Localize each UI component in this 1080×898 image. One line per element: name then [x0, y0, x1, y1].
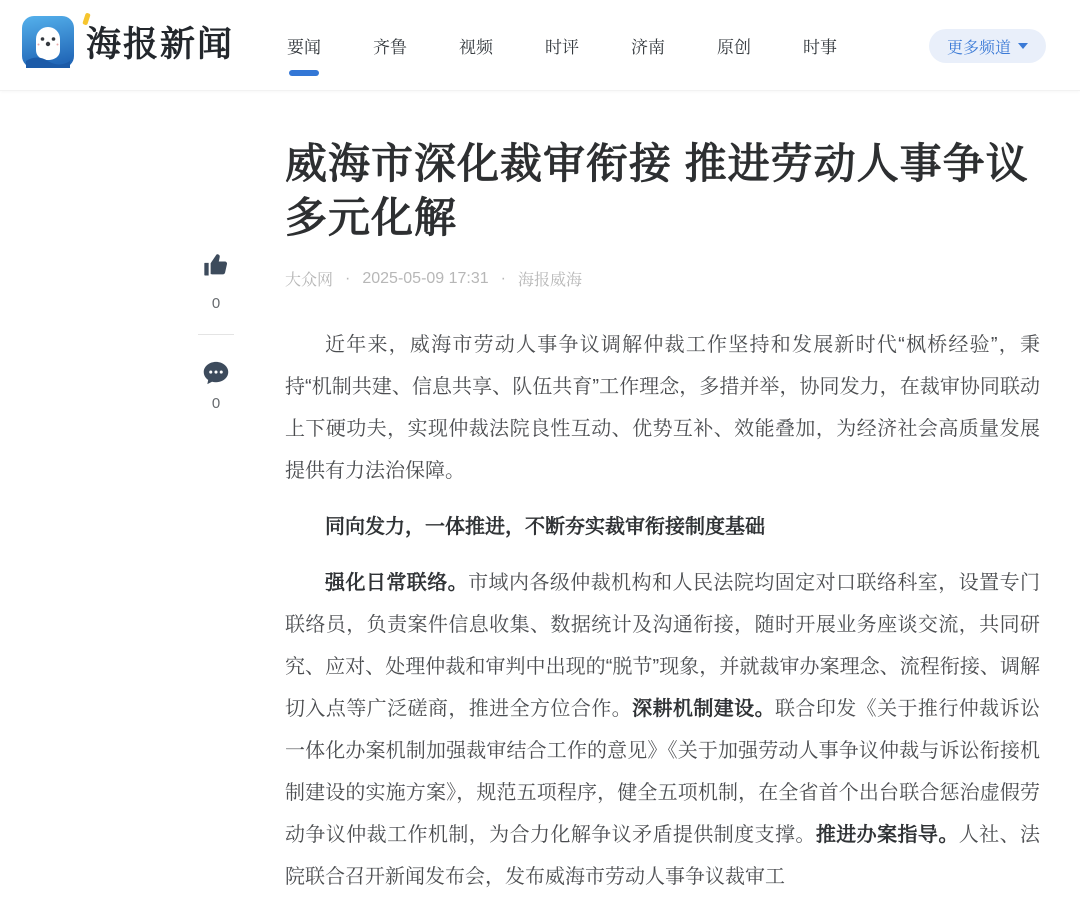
meta-source: 大众网	[285, 272, 334, 289]
chevron-down-icon	[1018, 43, 1028, 49]
article-subheading	[285, 506, 1040, 548]
bold-run-in-heading: 深耕机制建设。	[632, 698, 776, 720]
nav-item-label: 时评	[545, 37, 579, 57]
brand-wordmark: 海报新闻	[86, 17, 234, 67]
more-channels-button[interactable]	[929, 29, 1046, 63]
brand-logo[interactable]	[22, 16, 234, 68]
seal-mascot-icon	[22, 16, 74, 68]
nav-item-6[interactable]	[803, 27, 837, 64]
article-paragraph	[285, 562, 1040, 898]
article-title: 威海市深化裁审衔接 推进劳动人事争议多元化解	[285, 140, 1029, 241]
more-channels-label: 更多频道	[946, 39, 1011, 57]
nav-item-label: 时事	[803, 37, 837, 57]
meta-separator: ·	[345, 269, 351, 287]
nav-item-label: 要闻	[287, 37, 321, 57]
comment-icon[interactable]	[202, 359, 230, 387]
nav-item-4[interactable]	[631, 27, 665, 64]
nav-item-label: 济南	[631, 37, 665, 57]
main-nav	[287, 0, 837, 90]
paragraph-text: 联合印发《关于推行仲裁诉讼一体化办案机制加强裁审结合工作的意见》《关于加强劳动人事争议仲裁与诉讼衔接机制建设的实施方案》，规范五项程序，健全五项机制，在全省首个出台联合惩治虚假劳动争议仲裁工作机制，为合力化解争议矛盾提供制度支撑。	[285, 698, 1041, 846]
bold-run-in-heading: 推进办案指导。	[815, 824, 959, 846]
paragraph-text: 市域内各级仲裁机构和人民法院均固定对口联络科室，设置专门联络员，负责案件信息收集、数据统计及沟通衔接，随时开展业务座谈交流，共同研究、应对、处理仲裁和审判中出现的“脱节”现象，并就裁审办案理念、流程衔接、调解切入点等广泛磋商，推进全方位合作。	[285, 572, 1041, 720]
nav-item-label: 齐鲁	[373, 37, 407, 57]
article-paragraph	[285, 324, 1040, 492]
rail-divider	[198, 334, 234, 335]
action-rail	[193, 251, 239, 412]
nav-item-5[interactable]	[717, 27, 751, 64]
paragraph-text: 人社、法院联合召开新闻发布会，发布威海市劳动人事争议裁审工	[285, 824, 1041, 888]
nav-item-label: 视频	[459, 37, 493, 57]
paragraph-text: 近年来，威海市劳动人事争议调解仲裁工作坚持和发展新时代“枫桥经验”，秉持“机制共建、信息共享、队伍共育”工作理念，多措并举，协同发力，在裁审协同联动上下硬功夫，实现仲裁法院良性互动、优势互补、效能叠加，为经济社会高质量发展提供有力法治保障。	[285, 334, 1040, 482]
meta-channel: 海报威海	[518, 272, 583, 289]
nav-item-0[interactable]	[287, 27, 321, 64]
site-header	[0, 0, 1080, 91]
article-body	[285, 324, 1040, 898]
bold-run-in-heading: 强化日常联络。	[325, 572, 469, 594]
meta-separator: ·	[500, 269, 506, 287]
nav-item-label: 原创	[717, 37, 751, 57]
brand-accent-mark	[82, 13, 90, 26]
article-page	[211, 91, 1041, 898]
nav-item-3[interactable]	[545, 27, 579, 64]
comment-count: 0	[211, 395, 221, 412]
active-tab-underline	[289, 70, 319, 76]
nav-item-2[interactable]	[459, 27, 493, 64]
bold-run-in-heading: 同向发力，一体推进，不断夯实裁审衔接制度基础	[325, 516, 765, 538]
thumbs-up-icon[interactable]	[202, 251, 230, 279]
meta-timestamp: 2025-05-09 17:31	[362, 269, 489, 287]
article-meta	[285, 267, 1040, 290]
like-count: 0	[211, 295, 221, 312]
nav-item-1[interactable]	[373, 27, 407, 64]
